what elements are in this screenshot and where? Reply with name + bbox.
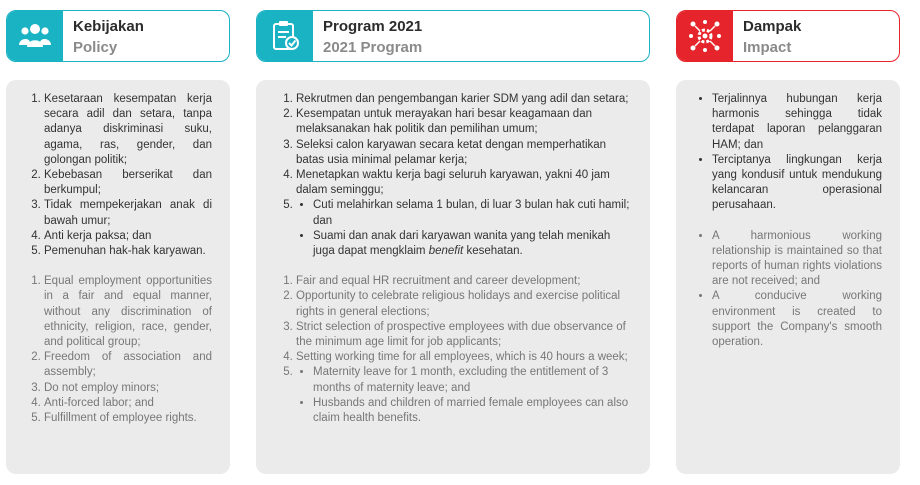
impact-list-id	[696, 92, 882, 214]
list-item: 3. Seleksi calon karyawan secara ketat dengan memperhatikan batas usia minimal pelamar kerja;	[296, 138, 634, 168]
impact-header	[676, 10, 900, 62]
impact-title-en: Impact	[743, 39, 792, 56]
list-item: • Husbands and children of married female employees can also claim health benefits.	[313, 396, 634, 426]
list-item: • 5. Cuti melahirkan selama 1 bulan, di luar 3 bulan hak cuti hamil; dan	[313, 198, 634, 228]
list-item: 3. Do not employ minors;	[44, 381, 212, 396]
list-item: 2. Freedom of association and assembly;	[44, 350, 212, 380]
list-item: 5. Fulfillment of employee rights.	[44, 411, 212, 426]
list-item	[296, 365, 634, 426]
list-item: • 5. Maternity leave for 1 month, excluding the entitlement of 3 months of maternity leave; and	[313, 365, 634, 395]
policy-list-en	[26, 274, 212, 426]
policy-list-id	[26, 92, 212, 259]
program-panel	[256, 80, 650, 474]
program-sublist-en	[296, 365, 634, 426]
program-header	[256, 10, 650, 62]
program-title-en: 2021 Program	[323, 39, 423, 56]
list-item: • A harmonious working relationship is maintained so that reports of human rights violations are not received; and	[712, 229, 882, 290]
list-item: 1. Rekrutmen dan pengembangan karier SDM yang adil dan setara;	[296, 92, 634, 107]
impact-panel	[676, 80, 900, 474]
policy-panel	[6, 80, 230, 474]
program-list-en	[278, 274, 634, 426]
policy-title-id: Kebijakan	[73, 18, 144, 35]
list-item: • Terjalinnya hubungan kerja harmonis sehingga tidak terdapat laporan pelanggaran HAM; dan	[712, 92, 882, 153]
list-item: 3. Strict selection of prospective employees with due observance of the minimum age limit for job applicants;	[296, 320, 634, 350]
list-item: 5. Pemenuhan hak-hak karyawan.	[44, 244, 212, 259]
policy-header	[6, 10, 230, 62]
impact-title-id: Dampak	[743, 18, 802, 35]
list-item: 2. Kesempatan untuk merayakan hari besar keagamaan dan melaksanakan hak politik dan pemilihan umum;	[296, 107, 634, 137]
list-item: 2. Kebebasan berserikat dan berkumpul;	[44, 168, 212, 198]
list-item: • Suami dan anak dari karyawan wanita yang telah menikah juga dapat mengklaim benefit kesehatan.	[313, 229, 634, 259]
policy-title-en: Policy	[73, 39, 118, 56]
program-sublist-id	[296, 198, 634, 259]
list-item: 4. Setting working time for all employees, which is 40 hours a week;	[296, 350, 634, 365]
benefit-term: benefit	[428, 245, 464, 258]
list-item: 4. Menetapkan waktu kerja bagi seluruh karyawan, yakni 40 jam dalam seminggu;	[296, 168, 634, 198]
impact-list-en	[696, 229, 882, 351]
list-item: 2. Opportunity to celebrate religious holidays and exercise political rights in general elections;	[296, 289, 634, 319]
list-item: 4. Anti kerja paksa; dan	[44, 229, 212, 244]
program-list-id	[278, 92, 634, 259]
list-item: 1. Equal employment opportunities in a fair and equal manner, without any discrimination of ethnicity, religion, race, gender, and political group;	[44, 274, 212, 350]
clipboard-check-icon	[257, 11, 313, 61]
program-title-id: Program 2021	[323, 18, 423, 35]
people-group-icon	[7, 11, 63, 61]
gear-network-icon	[677, 11, 733, 61]
list-item: 4. Anti-forced labor; and	[44, 396, 212, 411]
list-item: 3. Tidak mempekerjakan anak di bawah umur;	[44, 198, 212, 228]
list-item	[296, 198, 634, 259]
list-item: • A conducive working environment is created to support the Company's smooth operation.	[712, 289, 882, 350]
list-item: • Terciptanya lingkungan kerja yang kondusif untuk mendukung kelancaran operasional perusahaan.	[712, 153, 882, 214]
list-item: 1. Kesetaraan kesempatan kerja secara adil dan setara, tanpa adanya diskriminasi suku, agama, ras, gender, dan golongan politik;	[44, 92, 212, 168]
list-item: 1. Fair and equal HR recruitment and career development;	[296, 274, 634, 289]
